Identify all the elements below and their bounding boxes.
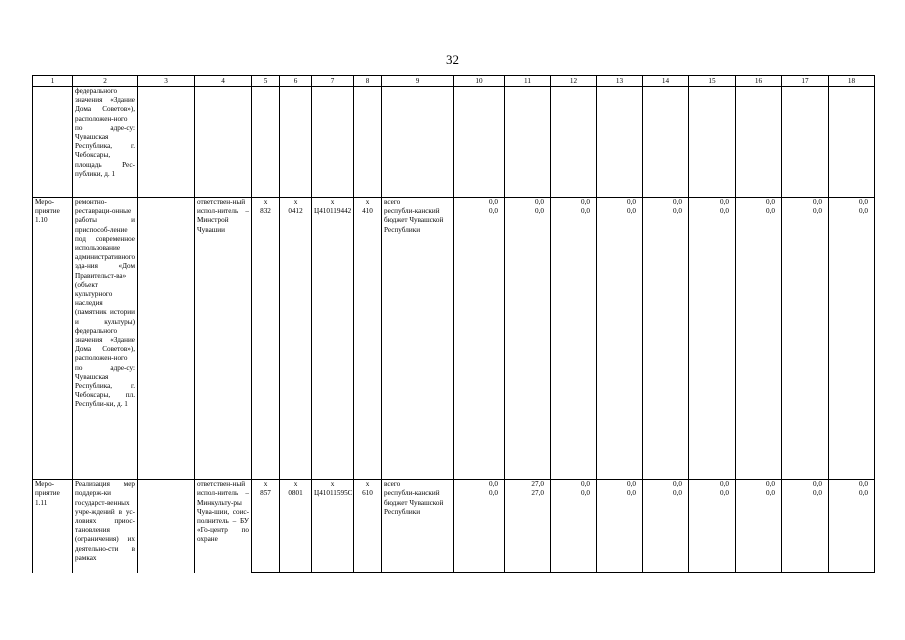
table-cell <box>138 87 195 198</box>
header-cell: 1 <box>33 76 73 87</box>
table-cell <box>382 87 454 198</box>
value-cell: 0,0 <box>829 489 875 573</box>
table-cell: x <box>354 480 382 490</box>
measure-number: Меро-приятие 1.10 <box>33 198 73 480</box>
responsible-executor: ответствен-ный испол-нитель – Минстрой Чувашии <box>195 198 252 480</box>
header-cell: 11 <box>505 76 551 87</box>
header-cell: 8 <box>354 76 382 87</box>
value-cell: 0,0 <box>454 198 505 208</box>
value-cell: 0,0 <box>643 489 689 573</box>
value-cell: 0,0 <box>551 480 597 490</box>
value-cell: 0,0 <box>782 198 829 208</box>
table-row <box>33 480 875 490</box>
table-cell <box>138 198 195 480</box>
table-cell: 410 <box>354 207 382 480</box>
responsible-executor: ответствен-ный испол-нитель – Минкульту-ры Чува-шии, соис-полнитель – БУ «Го-центр по охране <box>195 480 252 573</box>
header-cell: 13 <box>597 76 643 87</box>
table-cell: 857 <box>252 489 280 573</box>
value-cell: 0,0 <box>643 198 689 208</box>
value-cell: 0,0 <box>643 207 689 480</box>
funding-source: всего <box>382 198 454 208</box>
value-cell: 0,0 <box>551 489 597 573</box>
value-cell: 0,0 <box>782 480 829 490</box>
measure-description: ремонтно-реставраци-онные работы и приспособ-ление под современное использование административного зда-ния «Дом Правительст-ва» (объект культурного наследия (памятник истории и культуры) федерального значения «Здание Дома Советов»), расположен-ного по адре-су: Чувашская Республика, г. Чебоксары, пл. Республи-ки, д. 1 <box>73 198 138 480</box>
value-cell: 0,0 <box>597 480 643 490</box>
table-row <box>33 87 875 198</box>
table-cell: x <box>312 480 354 490</box>
header-cell: 5 <box>252 76 280 87</box>
table-cell <box>252 87 280 198</box>
table-cell <box>354 87 382 198</box>
table-cell: 0412 <box>280 207 312 480</box>
table-cell <box>597 87 643 198</box>
funding-source: республи-канский бюджет Чувашской Республики <box>382 489 454 573</box>
value-cell: 0,0 <box>643 480 689 490</box>
value-cell: 27,0 <box>505 480 551 490</box>
table-cell: x <box>280 198 312 208</box>
table-cell <box>195 87 252 198</box>
header-cell: 18 <box>829 76 875 87</box>
value-cell: 0,0 <box>505 198 551 208</box>
value-cell: 0,0 <box>454 480 505 490</box>
header-cell: 12 <box>551 76 597 87</box>
header-cell: 17 <box>782 76 829 87</box>
value-cell: 0,0 <box>829 480 875 490</box>
table-row <box>33 198 875 208</box>
value-cell: 0,0 <box>551 207 597 480</box>
table-cell <box>138 480 195 573</box>
value-cell: 0,0 <box>505 207 551 480</box>
value-cell: 0,0 <box>689 480 736 490</box>
table-cell <box>454 87 505 198</box>
value-cell: 0,0 <box>597 207 643 480</box>
table-cell: 0801 <box>280 489 312 573</box>
value-cell: 0,0 <box>551 198 597 208</box>
header-cell: 9 <box>382 76 454 87</box>
table-cell: x <box>312 198 354 208</box>
table-cell <box>689 87 736 198</box>
page-number: 32 <box>446 52 459 67</box>
measure-description: Реализация мер поддерж-ки государст-венных учре-ждений в ус-ловиях приос-тановления (ограничения) их деятельно-сти в рамках <box>73 480 138 573</box>
table-cell <box>280 87 312 198</box>
table-cell <box>312 87 354 198</box>
header-cell: 15 <box>689 76 736 87</box>
value-cell: 0,0 <box>829 198 875 208</box>
header-cell: 3 <box>138 76 195 87</box>
table-cell: x <box>280 480 312 490</box>
table-cell: Ц41011595С <box>312 489 354 573</box>
header-cell: 10 <box>454 76 505 87</box>
table-cell: x <box>252 198 280 208</box>
value-cell: 0,0 <box>597 198 643 208</box>
value-cell: 0,0 <box>454 489 505 573</box>
value-cell: 0,0 <box>689 198 736 208</box>
measure-description: федерального значения «Здание Дома Советов»), расположен-ного по адре-су: Чувашская Республика, г. Чебоксары, площадь Рес-публики, д. 1 <box>73 87 138 198</box>
table-cell <box>551 87 597 198</box>
table-cell <box>829 87 875 198</box>
value-cell: 0,0 <box>736 480 782 490</box>
funding-source: всего <box>382 480 454 490</box>
value-cell: 0,0 <box>597 489 643 573</box>
table-cell <box>782 87 829 198</box>
value-cell: 0,0 <box>829 207 875 480</box>
value-cell: 27,0 <box>505 489 551 573</box>
value-cell: 0,0 <box>736 489 782 573</box>
funding-source: республи-канский бюджет Чувашской Республики <box>382 207 454 480</box>
table-cell: x <box>354 198 382 208</box>
budget-table <box>32 75 875 573</box>
table-cell <box>33 87 73 198</box>
value-cell: 0,0 <box>782 207 829 480</box>
value-cell: 0,0 <box>689 489 736 573</box>
header-row <box>33 76 875 87</box>
table-cell <box>505 87 551 198</box>
measure-number: Меро-приятие 1.11 <box>33 480 73 573</box>
table-cell <box>643 87 689 198</box>
value-cell: 0,0 <box>736 198 782 208</box>
table-cell: Ц410119442 <box>312 207 354 480</box>
header-cell: 16 <box>736 76 782 87</box>
header-cell: 4 <box>195 76 252 87</box>
value-cell: 0,0 <box>454 207 505 480</box>
table-cell: x <box>252 480 280 490</box>
value-cell: 0,0 <box>782 489 829 573</box>
header-cell: 2 <box>73 76 138 87</box>
header-cell: 7 <box>312 76 354 87</box>
header-cell: 14 <box>643 76 689 87</box>
value-cell: 0,0 <box>689 207 736 480</box>
value-cell: 0,0 <box>736 207 782 480</box>
header-cell: 6 <box>280 76 312 87</box>
table-cell <box>736 87 782 198</box>
table-cell: 610 <box>354 489 382 573</box>
table-cell: 832 <box>252 207 280 480</box>
